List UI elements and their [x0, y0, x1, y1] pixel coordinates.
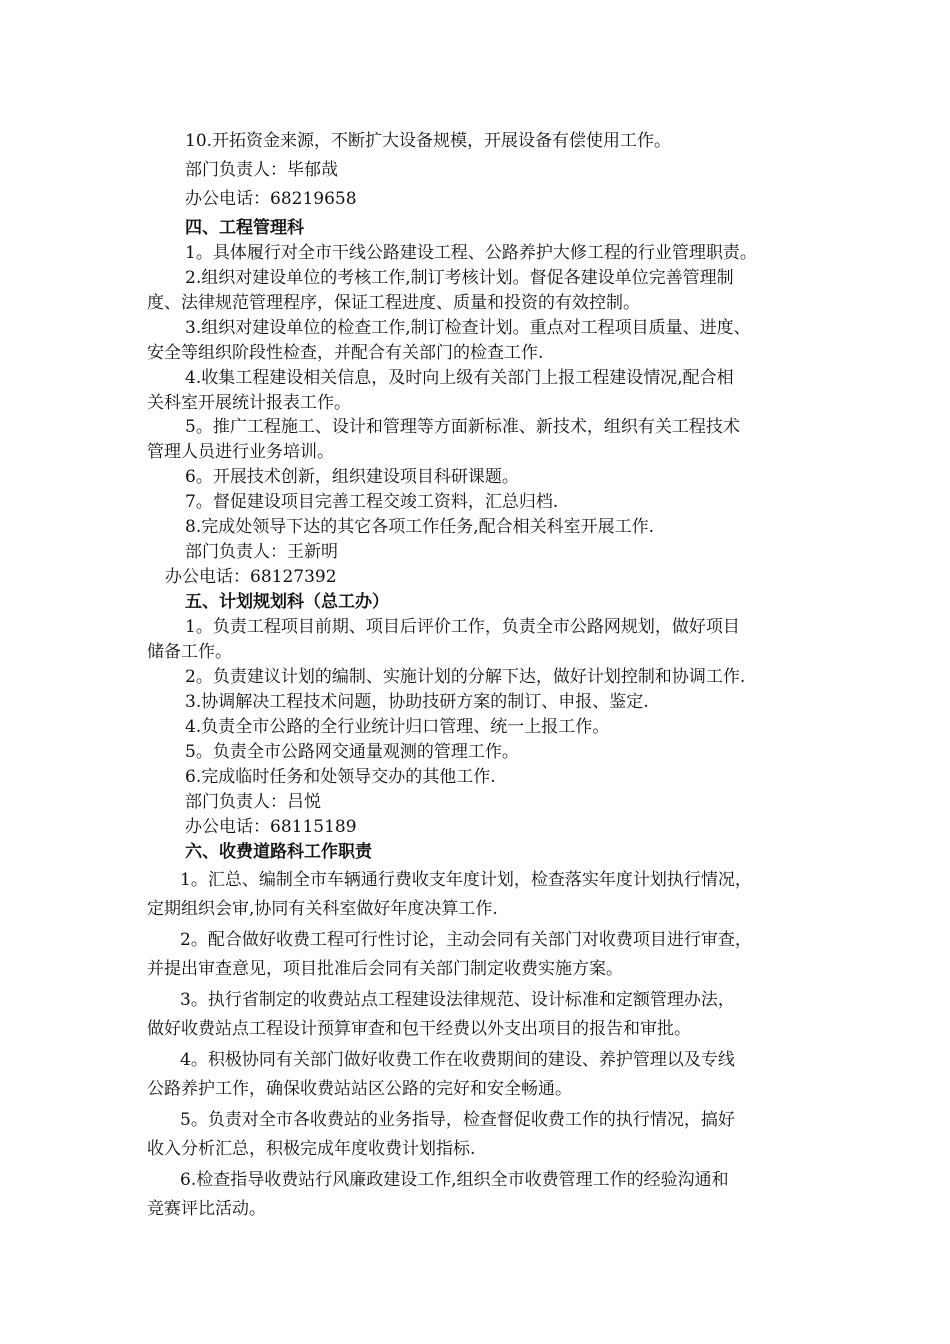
item-line: 做好收费站点工程设计预算审查和包干经费以外支出项目的报告和审批。 — [147, 1019, 691, 1039]
office-phone: 办公电话：68115189 — [185, 817, 357, 837]
section-heading: 五、计划规划科（总工办） — [185, 592, 389, 612]
item-line: 1。汇总、编制全市车辆通行费收支年度计划，检查落实年度计划执行情况， — [180, 870, 752, 890]
office-phone: 办公电话：68127392 — [165, 567, 337, 587]
item-line: 3。执行省制定的收费站点工程建设法律规范、设计标准和定额管理办法， — [180, 990, 735, 1010]
item-line: 管理人员进行业务培训。 — [147, 442, 334, 462]
item-line: 储备工作。 — [147, 642, 232, 662]
item-line: 1。具体履行对全市干线公路建设工程、公路养护大修工程的行业管理职责。 — [185, 243, 757, 263]
department-head: 部门负责人：毕郁哉 — [185, 160, 338, 180]
item-line: 4。积极协同有关部门做好收费工作在收费期间的建设、养护管理以及专线 — [180, 1050, 735, 1070]
item-line: 4.收集工程建设相关信息，及时向上级有关部门上报工程建设情况,配合相 — [185, 368, 734, 388]
item-line: 6。开展技术创新，组织建设项目科研课题。 — [185, 467, 519, 487]
item-line: 2。负责建议计划的编制、实施计划的分解下达，做好计划控制和协调工作. — [185, 667, 746, 687]
department-head: 部门负责人：王新明 — [185, 542, 338, 562]
item-line: 1。负责工程项目前期、项目后评价工作，负责全市公路网规划，做好项目 — [185, 617, 740, 637]
item-line: 2。配合做好收费工程可行性讨论，主动会同有关部门对收费项目进行审查， — [180, 930, 752, 950]
item-line: 关科室开展统计报表工作。 — [147, 393, 351, 413]
item-line: 5。推广工程施工、设计和管理等方面新标准、新技术，组织有关工程技术 — [185, 417, 740, 437]
item-line: 5。负责对全市各收费站的业务指导，检查督促收费工作的执行情况，搞好 — [180, 1110, 735, 1130]
item-line: 公路养护工作，确保收费站站区公路的完好和安全畅通。 — [147, 1079, 572, 1099]
section-heading: 四、工程管理科 — [185, 218, 304, 238]
item-line: 6.完成临时任务和处领导交办的其他工作. — [185, 767, 496, 787]
item-line: 安全等组织阶段性检查，并配合有关部门的检查工作. — [147, 343, 544, 363]
item-line: 3.组织对建设单位的检查工作,制订检查计划。重点对工程项目质量、进度、 — [185, 318, 751, 338]
item-line: 5。负责全市公路网交通量观测的管理工作。 — [185, 742, 519, 762]
item-line: 竞赛评比活动。 — [147, 1199, 266, 1219]
item-line: 定期组织会审,协同有关科室做好年度决算工作. — [147, 899, 498, 919]
office-phone: 办公电话：68219658 — [185, 189, 357, 209]
item-line: 7。督促建设项目完善工程交竣工资料，汇总归档. — [185, 492, 559, 512]
section-heading: 六、收费道路科工作职责 — [185, 842, 372, 862]
item-line: 并提出审查意见，项目批准后会同有关部门制定收费实施方案。 — [147, 959, 623, 979]
item-line: 4.负责全市公路的全行业统计归口管理、统一上报工作。 — [185, 717, 610, 737]
item-line: 度、法律规范管理程序，保证工程进度、质量和投资的有效控制。 — [147, 293, 640, 313]
item-line: 8.完成处领导下达的其它各项工作任务,配合相关科室开展工作. — [185, 517, 655, 537]
item-line: 收入分析汇总，积极完成年度收费计划指标. — [147, 1139, 476, 1159]
item-line: 2.组织对建设单位的考核工作,制订考核计划。督促各建设单位完善管理制 — [185, 268, 734, 288]
department-head: 部门负责人：吕悦 — [185, 792, 321, 812]
item-line: 6.检查指导收费站行风廉政建设工作,组织全市收费管理工作的经验沟通和 — [180, 1170, 729, 1190]
item-line: 10.开拓资金来源，不断扩大设备规模，开展设备有偿使用工作。 — [185, 131, 672, 151]
item-line: 3.协调解决工程技术问题，协助技研方案的制订、申报、鉴定. — [185, 692, 649, 712]
